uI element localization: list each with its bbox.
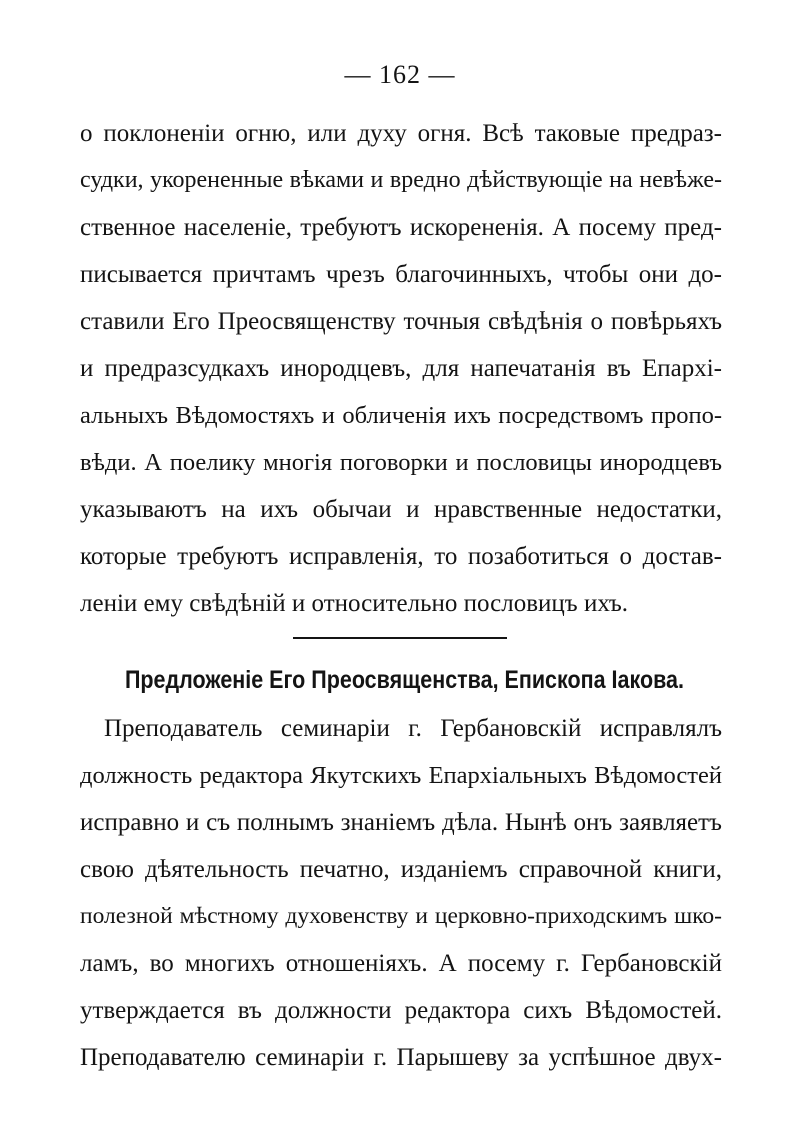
page-number: — 162 —	[344, 60, 456, 89]
text-line: Преподавателю семинаріи г. Парышеву за успѣшное двух-	[80, 1044, 722, 1071]
text-line: ламъ, во многихъ отношеніяхъ. А посему г. Гербановскій	[80, 950, 722, 977]
text-line: утверждается въ должности редактора сихъ Вѣдомостей.	[80, 997, 722, 1024]
text-line: Преподаватель семинаріи г. Гербановскій исправлялъ	[104, 715, 722, 742]
text-line: свою дѣятельность печатно, изданіемъ справочной книги,	[80, 856, 722, 883]
section-heading: Предложеніе Его Преосвященства, Епископа Іакова.	[124, 666, 684, 694]
section-divider	[293, 637, 507, 639]
text-line: вѣди. А поелику многія поговорки и пословицы инородцевъ	[80, 449, 722, 476]
text-line: о поклоненіи огню, или духу огня. Всѣ таковые предраз-	[80, 120, 722, 147]
text-line: леніи ему свѣдѣній и относительно пословицъ ихъ.	[80, 590, 629, 617]
paragraph-2	[80, 705, 722, 1081]
text-line: полезной мѣстному духовенству и церковно-приходскимъ шко-	[80, 903, 722, 929]
text-line: которые требуютъ исправленія, то позаботиться о достав-	[80, 543, 722, 570]
text-line: ственное населеніе, требуютъ искорененія. А посему пред-	[80, 214, 722, 241]
paragraph-1	[80, 110, 722, 627]
text-line: писывается причтамъ чрезъ благочинныхъ, чтобы они до-	[80, 261, 722, 288]
text-line: судки, укорененные вѣками и вредно дѣйствующіе на невѣже-	[80, 167, 722, 193]
text-line: ставили Его Преосвященству точныя свѣдѣнія о повѣрьяхъ	[80, 308, 722, 335]
text-line: указываютъ на ихъ обычаи и нравственные недостатки,	[80, 496, 722, 523]
text-line: исправно и съ полнымъ знаніемъ дѣла. Нынѣ онъ заявляетъ	[80, 809, 722, 836]
text-line: должность редактора Якутскихъ Епархіальныхъ Вѣдомостей	[80, 762, 722, 789]
text-line: альныхъ Вѣдомостяхъ и обличенія ихъ посредствомъ пропо-	[80, 402, 722, 429]
text-line: и предразсудкахъ инородцевъ, для напечатанія въ Епархі-	[80, 355, 722, 382]
